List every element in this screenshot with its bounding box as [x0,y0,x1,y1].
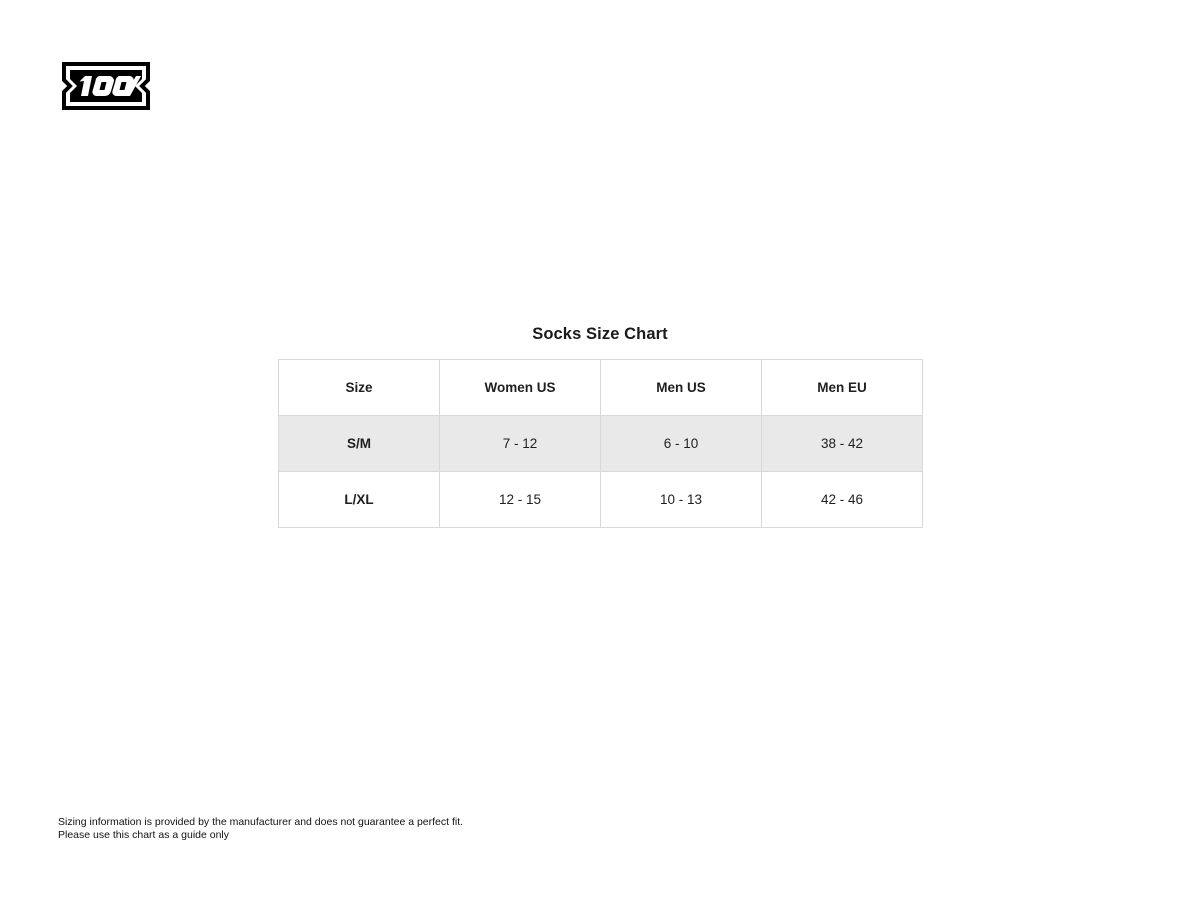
row-label-sm: S/M [279,416,440,472]
brand-logo [58,58,154,114]
column-header-men-eu: Men EU [762,360,923,416]
cell-lxl-men-eu: 42 - 46 [762,472,923,528]
footnote-line-2: Please use this chart as a guide only [58,829,230,842]
socks-size-table [278,359,923,528]
column-header-men-us: Men US [601,360,762,416]
cell-sm-men-us: 6 - 10 [601,416,762,472]
logo-100-percent-icon [58,58,154,114]
chart-title: Socks Size Chart [532,325,668,343]
cell-sm-men-eu: 38 - 42 [762,416,923,472]
footnote-line-1: Sizing information is provided by the manufacturer and does not guarantee a perfect fit. [58,816,464,828]
footnote [58,816,463,842]
cell-lxl-men-us: 10 - 13 [601,472,762,528]
table-header-row [279,360,923,416]
row-label-lxl: L/XL [279,472,440,528]
size-chart-block [278,325,922,528]
column-header-size: Size [279,360,440,416]
table-row [279,472,923,528]
table-row [279,416,923,472]
cell-lxl-women-us: 12 - 15 [440,472,601,528]
column-header-women-us: Women US [440,360,601,416]
cell-sm-women-us: 7 - 12 [440,416,601,472]
